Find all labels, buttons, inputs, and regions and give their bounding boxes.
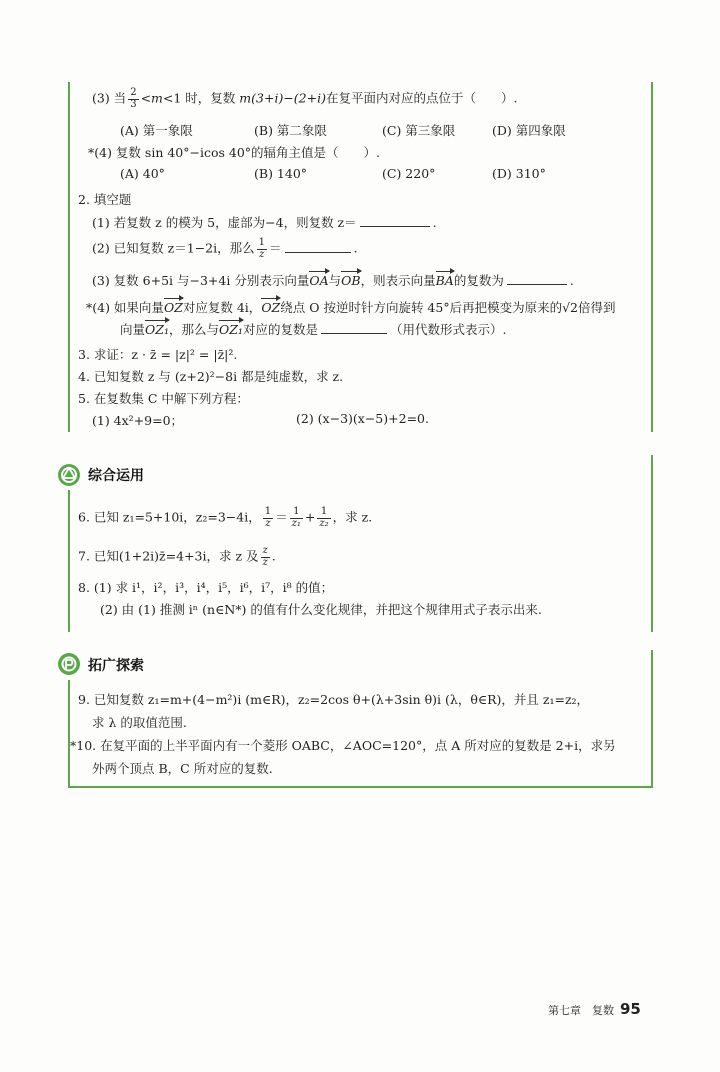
problem-9-line2: 求 λ 的取值范围. bbox=[92, 715, 187, 730]
page-number: 95 bbox=[620, 1000, 641, 1018]
section-comprehensive-icon bbox=[57, 463, 81, 487]
frame-right-top bbox=[651, 82, 653, 432]
problem-8-part-1: 8. (1) 求 i¹，i²，i³，i⁴，i⁵，i⁶，i⁷，i⁸ 的值； bbox=[78, 580, 334, 595]
vector-oz1-2: OZ₁ bbox=[218, 322, 243, 337]
vector-oa: OA bbox=[309, 273, 329, 288]
fill-4-line1: *(4) 如果向量OZ对应复数 4i，OZ绕点 O 按逆时针方向旋转 45°后再把模变为原来的√2倍得到 bbox=[86, 300, 616, 315]
fill-2-blank bbox=[285, 242, 351, 253]
fill-2: (2) 已知复数 z＝1−2i，那么 $\frac{1}{z}$ ＝ . bbox=[92, 237, 358, 260]
frame-bottom bbox=[68, 786, 653, 788]
problem-6: 6. 已知 z₁=5+10i，z₂=3−4i， $\frac{1}{z}$ ＝ $\frac{1}{\text{z₁}}$ + $\frac{1}{\text{z₂}}$ ，求 z. bbox=[78, 506, 373, 529]
section-extension-title: 拓广探索 bbox=[88, 658, 144, 674]
q3-line: (3) 当 $\frac{2}{3}$ <m<1 时，复数 m(3+i)−(2+i)在复平面内对应的点位于（ ）. bbox=[92, 87, 518, 110]
frame-left-top bbox=[68, 82, 70, 432]
frame-left-bot bbox=[68, 680, 70, 788]
q3-option-c: (C) 第三象限 bbox=[382, 123, 456, 138]
q4-option-d: (D) 310° bbox=[492, 166, 546, 181]
vector-oz1: OZ₁ bbox=[145, 322, 169, 337]
chapter-label: 第七章 复数 bbox=[548, 1004, 614, 1017]
section-extension-icon bbox=[57, 652, 81, 676]
page-footer bbox=[548, 1000, 641, 1018]
frame-left-mid bbox=[68, 490, 70, 632]
problem-10-line2: 外两个顶点 B，C 所对应的复数. bbox=[92, 761, 273, 776]
problem-10-line1: *10. 在复平面的上半平面内有一个菱形 OABC，∠AOC=120°，点 A 所对应的复数是 2+i，求另 bbox=[70, 738, 616, 753]
problem-3: 3. 求证：z · z̄ = |z|² = |z̄|². bbox=[78, 347, 238, 362]
q4-option-a: (A) 40° bbox=[120, 166, 165, 181]
vector-ob: OB bbox=[341, 273, 361, 288]
vector-ba: BA bbox=[435, 273, 454, 288]
problem-5: 5. 在复数集 C 中解下列方程： bbox=[78, 391, 249, 406]
problem-5-part-1: (1) 4x²+9=0； bbox=[92, 413, 184, 428]
problem-7: 7. 已知(1+2i)z̄=4+3i，求 z 及 $\frac{z}{z̄}$ . bbox=[78, 545, 276, 568]
q4-option-b: (B) 140° bbox=[254, 166, 308, 181]
q4-option-c: (C) 220° bbox=[382, 166, 436, 181]
frame-right-mid bbox=[651, 455, 653, 632]
section-comprehensive-title: 综合运用 bbox=[88, 468, 144, 484]
fill-1: (1) 若复数 z 的模为 5，虚部为−4，则复数 z＝ . bbox=[92, 215, 437, 230]
fill-2-fraction: $\frac{1}{z}$ bbox=[258, 237, 265, 260]
q3-prefix: (3) 当 bbox=[92, 90, 127, 106]
fill-title: 2. 填空题 bbox=[78, 192, 132, 207]
q3-option-a: (A) 第一象限 bbox=[120, 123, 193, 138]
fill-3: (3) 复数 6+5i 与−3+4i 分别表示向量OA与OB，则表示向量BA的复数为 . bbox=[92, 273, 574, 288]
problem-9-line1: 9. 已知复数 z₁=m+(4−m²)i (m∈R)，z₂=2cos θ+(λ+3sin θ)i (λ，θ∈R)，并且 z₁=z₂， bbox=[78, 692, 590, 707]
fill-3-blank bbox=[507, 274, 567, 285]
q3-option-d: (D) 第四象限 bbox=[492, 123, 566, 138]
problem-5-part-2: (2) (x−3)(x−5)+2=0. bbox=[296, 411, 429, 426]
problem-4: 4. 已知复数 z 与 (z+2)²−8i 都是纯虚数，求 z. bbox=[78, 369, 344, 384]
q3-expression: m(3+i)−(2+i) bbox=[239, 90, 326, 106]
fill-4-line2: 向量OZ₁，那么与OZ₁对应的复数是 （用代数形式表示）. bbox=[120, 322, 507, 337]
vector-oz-2: OZ bbox=[261, 300, 281, 315]
frame-right-bot bbox=[651, 650, 653, 788]
vector-oz: OZ bbox=[163, 300, 183, 315]
q3-fraction: $\frac{2}{3}$ bbox=[130, 87, 137, 110]
q3-option-b: (B) 第二象限 bbox=[254, 123, 327, 138]
fill-4-blank bbox=[321, 323, 387, 334]
problem-8-part-2: (2) 由 (1) 推测 iⁿ (n∈N*) 的值有什么变化规律，并把这个规律用式子表示出来. bbox=[100, 602, 542, 617]
fill-1-blank bbox=[360, 216, 430, 227]
q4-line: *(4) 复数 sin 40°−icos 40°的辐角主值是（ ）. bbox=[88, 145, 381, 160]
